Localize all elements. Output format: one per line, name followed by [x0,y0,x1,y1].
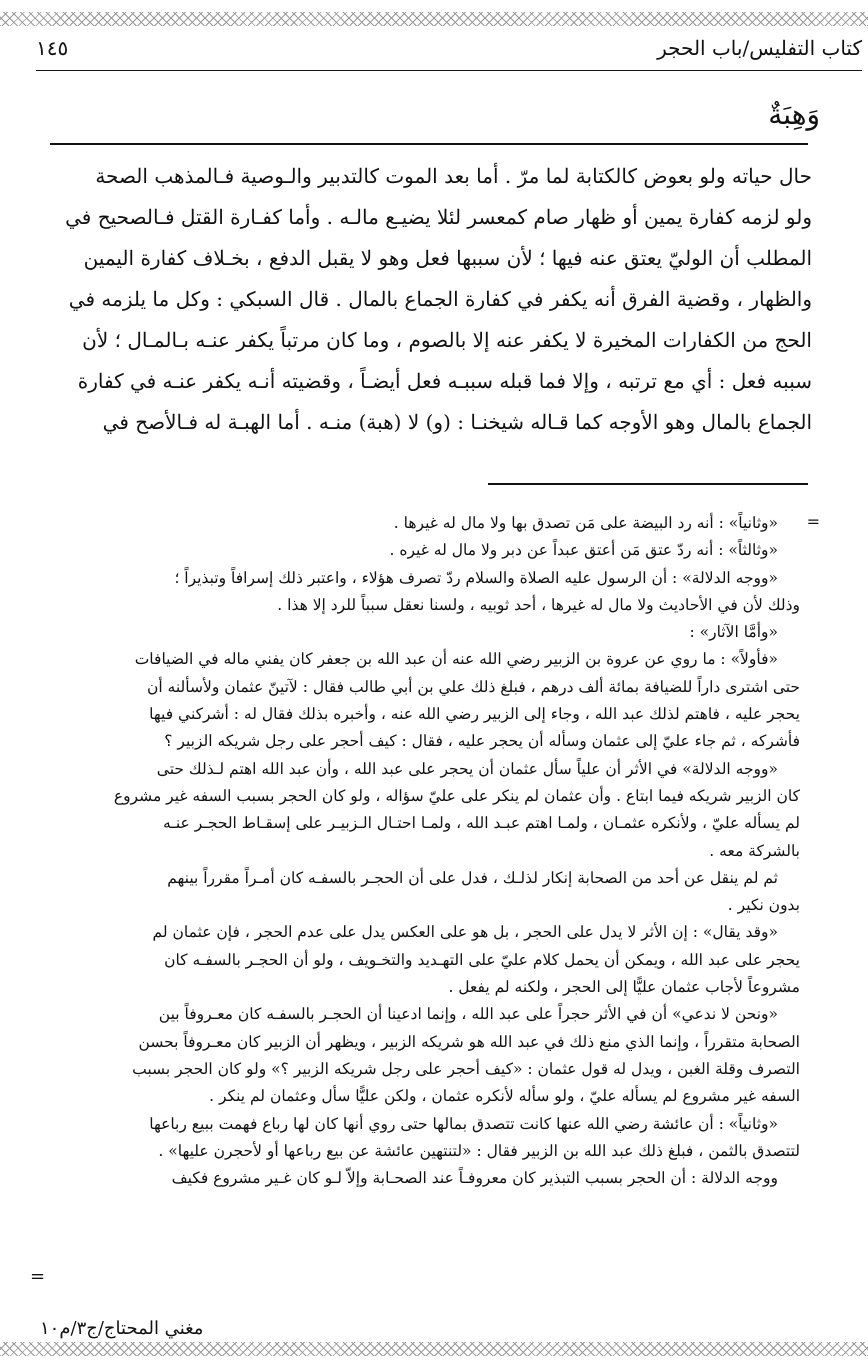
running-header [36,32,862,71]
footnote-line: «ووجه الدلالة» : أن الرسول عليه الصلاة والسلام ردّ تصرف هؤلاء ، واعتبر ذلك إسرافاً وتبذيراً ؛ [174,568,778,587]
main-body [40,156,812,443]
footnote-line: «ووجه الدلالة» في الأثر أن علياً سأل عثمان أن يحجر على عبد الله ، وأن عبد الله اهتم لـذلك حتى [156,759,778,778]
body-line: حال حياته ولو بعوض كالكتابة لما مرّ . أما بعد الموت كالتدبير والـوصية فـالمذهب الصحة [95,164,812,188]
page-number: ١٤٥ [36,36,69,60]
footnote-line: كان الزبير شريكه فيما ابتاع . وأن عثمان لم ينكر على عليّ سؤاله ، ولو كان الحجر بسبب السفه غير مشروع [113,786,800,805]
footnote-line: ثم لم ينقل عن أحد من الصحابة إنكار لذلـك ، فدل على أن الحجـر بالسفـه كان أمـراً مقرراً بينهم [167,868,778,887]
footnote-line: حتى اشترى داراً للضيافة بمائة ألف درهم ، فبلغ ذلك علي بن أبي طالب فقال : لآتينّ عثمان ولأسألنه أن [146,677,800,696]
footnote-line: بدون نكير . [727,896,800,915]
footnote-line: «وقد يقال» : إن الأثر لا يدل على الحجر ، بل هو على العكس يدل على عدم الحجر ، فإن عثمان لم [152,923,778,942]
footnote-line: «وثانياً» : أن عائشة رضي الله عنها كانت تتصدق بمالها حتى روي أنها كان لها رباع فهمت ببيع رباعها [149,1114,778,1133]
footnote-line: لم يسأله عليّ ، ولأنكره عثمـان ، ولمـا اهتم عبـد الله ، ولمـا احتـال الـزبيـر على إسقـاط الحجـر عنـه [163,814,800,833]
footnote-line: فأشركه ، ثم جاء عليّ إلى عثمان وسأله أن يحجر عليه ، فقال : كيف أحجر على رجل شريكه الزبير ؟ [164,732,800,751]
footnote-line: ووجه الدلالة : أن الحجر بسبب التبذير كان معروفـاً عند الصحـابة وإلاّ لـو كان غـير مشروع فكيف [171,1169,778,1188]
footnote-line: التصرف وقلة الغبن ، ويدل له قول عثمان : «كيف أحجر على رجل شريكه الزبير ؟» ولو كان الحجر بسبب [132,1059,800,1078]
body-line: سببه فعل : أي مع ترتبه ، وإلا فما قبله سببـه فعل أيضـاً ، وقضيته أنـه يكفر عنـه في كفارة [77,369,812,393]
footnote-line: السفه غير مشروع لم يسأله عليّ ، ولو سأله لأنكره عثمان ، ولكن عليًّا سأل وعثمان لم ينكر . [209,1087,800,1106]
footnote-line: «وأمَّا الآثار» : [689,623,778,642]
footnote-line: الصحابة متقرراً ، وإنما الذي منع ذلك في عبد الله هو شريكه الزبير ، ويظهر أن الزبير كان معـروفاً بحسن [138,1032,800,1051]
section-rule [50,143,808,145]
continuation-mark-bottom: = [30,1266,46,1287]
header-title: كتاب التفليس/باب الحجر [657,36,862,60]
footnote-line: «ونحن لا ندعي» أن في الأثر حجراً على عبد الله ، وإنما ادعينا أن الحجـر بالسفـه كان معـروفاً بين [158,1005,778,1024]
footnote-line: يحجر عليه ، فاهتم لذلك عبد الله ، وجاء إلى الزبير رضي الله عنه ، وأخبره بذلك فقال له : أشركني فيها [149,705,800,724]
body-line: ولو لزمه كفارة يمين أو ظهار صام كمعسر لئلا يضيـع مالـه . وأما كفـارة القتل فـالصحيح في [65,205,812,229]
continuation-mark-top: = [806,512,820,531]
body-line: والظهار ، وقضية الفرق أنه يكفر في كفارة الجماع بالمال . قال السبكي : وكل ما يلزمه في [68,287,812,311]
body-line: الحج من الكفارات المخيرة لا يكفر عنه إلا بالصوم ، وما كان مرتباً يكفر عنـه بـالمـال ؛ لأن [82,328,812,352]
section-word: وَهِبَةٌ [768,98,820,131]
footnotes [40,510,800,1192]
footnote-line: بالشركة معه . [709,841,800,860]
top-ornamental-border [0,12,868,26]
bottom-ornamental-border [0,1342,868,1356]
footnote-line: يحجر على عبد الله ، ويمكن أن يحمل كلام عليّ على التهـديد والتخـويف ، ولو أن الحجـر بالسفـه كان [164,950,800,969]
body-line: الجماع بالمال وهو الأوجه كما قـاله شيخنـا : (و) لا (هبة) منـه . أما الهبـة له فـالأصح في [102,410,812,434]
footnote-line: مشروعاً لأجاب عثمان عليًّا إلى الحجر ، ولكنه لم يفعل . [448,978,800,997]
footnote-line: «وثانياً» : أنه رد البيضة على مَن تصدق بها ولا مال له غيرها . [393,514,778,532]
body-line: المطلب أن الوليّ يعتق عنه فيها ؛ لأن سببها فعل وهو لا يقبل الدفع ، بخـلاف كفارة اليمين [83,246,812,270]
footnote-line: وذلك لأن في الأحاديث ولا مال له غيرها ، أحد ثوبيه ، ولسنا نعقل سبباً للرد إلا هذا . [277,595,800,614]
footnote-line: لتتصدق بالثمن ، فبلغ ذلك عبد الله بن الزبير فقال : «لتنتهين عائشة عن بيع رباعها أو لأحجرن عليها» . [158,1141,800,1160]
footnote-line: «وثالثاً» : أنه ردّ عتق مَن أعتق عبداً عن دبر ولا مال له غيره . [389,541,778,560]
book-reference: مغني المحتاج/ج٣/م١٠ [40,1318,204,1339]
footnote-line: «فأولاً» : ما روي عن عروة بن الزبير رضي الله عنه أن عبد الله بن جعفر كان يفني ماله في الضيافات [134,650,778,669]
footnote-separator [488,483,808,485]
